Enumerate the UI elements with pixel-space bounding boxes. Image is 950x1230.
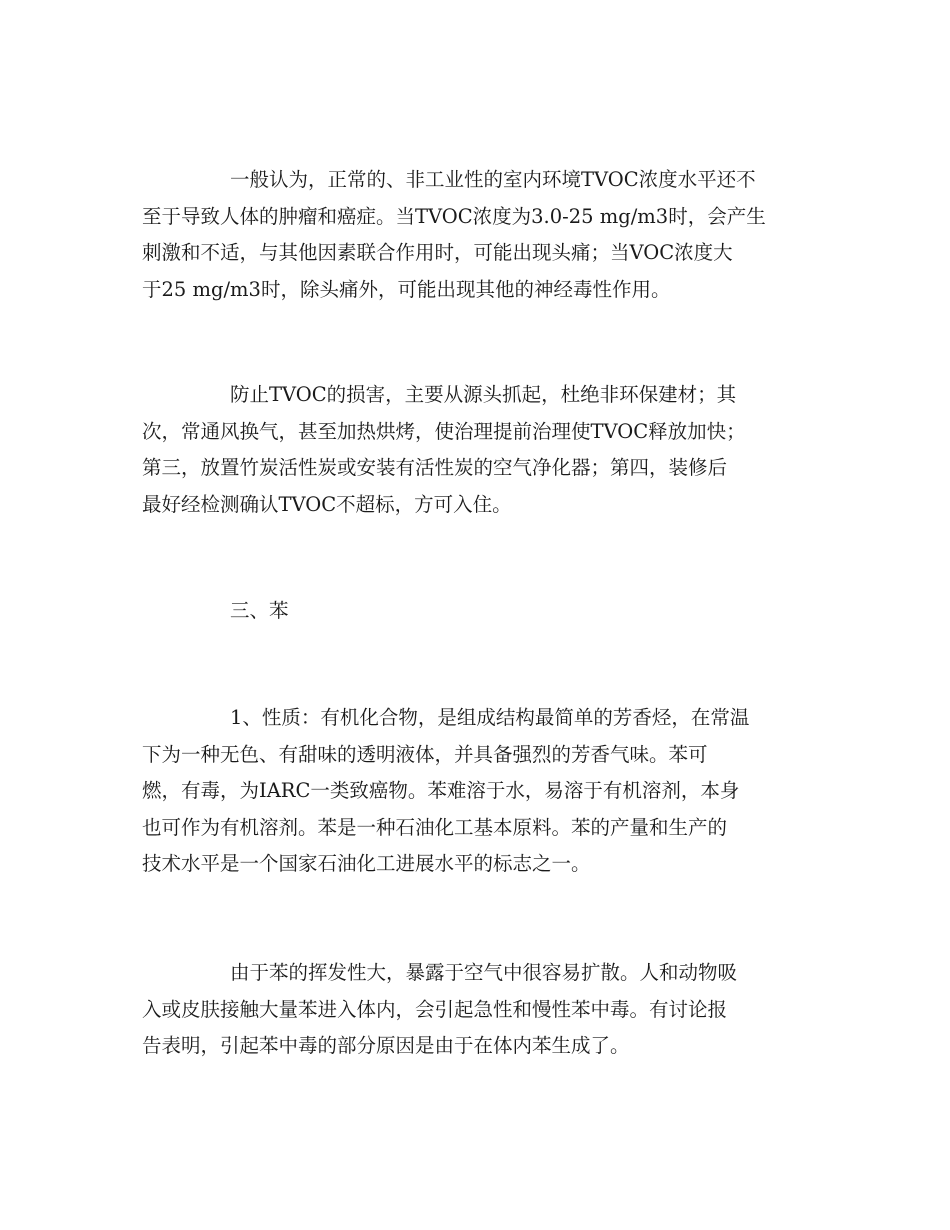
text-line: 于25 mg/m3时，除头痛外，可能出现其他的神经毒性作用。 xyxy=(142,277,671,301)
text-line: 技术水平是一个国家石油化工进展水平的标志之一。 xyxy=(142,852,591,875)
paragraph-benzene-properties xyxy=(142,700,822,883)
text-line: 至于导致人体的肿瘤和癌症。当TVOC浓度为3.0-25 mg/m3时，会产生 xyxy=(142,204,766,228)
section-heading-benzene xyxy=(142,593,822,630)
heading-text: 三、苯 xyxy=(230,599,289,622)
text-line: 由于苯的挥发性大，暴露于空气中很容易扩散。人和动物吸 xyxy=(230,961,738,984)
text-line: 刺激和不适，与其他因素联合作用时，可能出现头痛；当VOC浓度大 xyxy=(142,241,733,264)
paragraph-tvoc-prevention xyxy=(142,377,822,523)
text-line: 第三，放置竹炭活性炭或安装有活性炭的空气净化器；第四，装修后 xyxy=(142,456,728,479)
text-line: 防止TVOC的损害，主要从源头抓起，杜绝非环保建材；其 xyxy=(230,383,737,406)
text-line: 1、性质：有机化合物，是组成结构最简单的芳香烃，在常温 xyxy=(230,706,750,729)
paragraph-tvoc-health-effects xyxy=(142,162,822,308)
text-line: 燃，有毒，为IARC一类致癌物。苯难溶于水，易溶于有机溶剂，本身 xyxy=(142,779,740,802)
text-line: 入或皮肤接触大量苯进入体内，会引起急性和慢性苯中毒。有讨论报 xyxy=(142,997,728,1021)
text-line: 最好经检测确认TVOC不超标，方可入住。 xyxy=(142,492,512,516)
text-line: 下为一种无色、有甜味的透明液体，并具备强烈的芳香气味。苯可 xyxy=(142,742,708,766)
text-line: 告表明，引起苯中毒的部分原因是由于在体内苯生成了。 xyxy=(142,1034,630,1057)
text-line: 一般认为，正常的、非工业性的室内环境TVOC浓度水平还不 xyxy=(230,168,756,191)
text-line: 也可作为有机溶剂。苯是一种石油化工基本原料。苯的产量和生产的 xyxy=(142,815,728,839)
paragraph-benzene-exposure xyxy=(142,955,822,1065)
text-line: 次，常通风换气，甚至加热烘烤，使治理提前治理使TVOC释放加快； xyxy=(142,419,746,443)
